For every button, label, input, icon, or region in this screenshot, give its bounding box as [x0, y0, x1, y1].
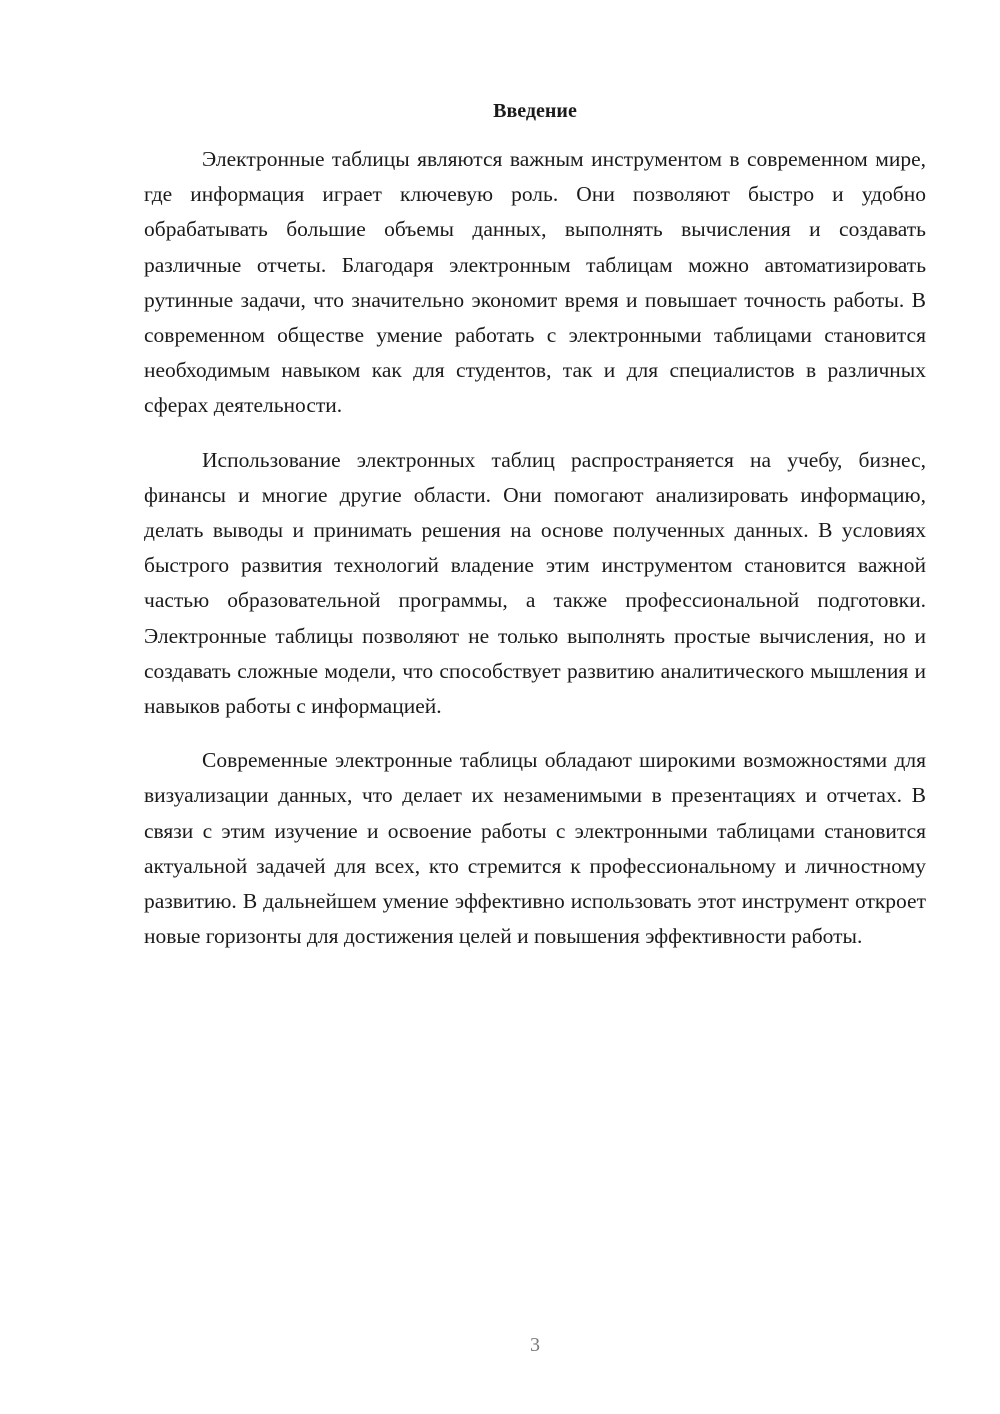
- paragraph-3: Современные электронные таблицы обладают широкими возможностями для визуализации данных, что делает их незаменимыми в презентациях и отчетах. В связи с этим изучение и освоение работы с электронными таблицами становится актуальной задачей для всех, кто стремится к профессиональному и личностному развитию. В дальнейшем умение эффективно использовать этот инструмент откроет новые горизонты для достижения целей и повышения эффективности работы.: [144, 748, 926, 949]
- paragraph-2: Использование электронных таблиц распространяется на учебу, бизнес, финансы и многие другие области. Они помогают анализировать информацию, делать выводы и принимать решения на основе полученных данных. В условиях быстрого развития технологий владение этим инструментом становится важной частью образовательной программы, а также профессиональной подготовки. Электронные таблицы позволяют не только выполнять простые вычисления, но и создавать сложные модели, что способствует развитию аналитического мышления и навыков работы с информацией.: [144, 447, 926, 719]
- paragraph-1: Электронные таблицы являются важным инструментом в современном мире, где информация играет ключевую роль. Они позволяют быстро и удобно обрабатывать большие объемы данных, выполнять вычисления и создавать различные отчеты. Благодаря электронным таблицам можно автоматизировать рутинные задачи, что значительно экономит время и повышает точность работы. В современном обществе умение работать с электронными таблицами становится необходимым навыком как для студентов, так и для специалистов в различных сферах деятельности.: [144, 147, 926, 418]
- body-text: [144, 142, 926, 973]
- page-number: 3: [530, 1334, 540, 1356]
- page-title: Введение: [493, 100, 577, 122]
